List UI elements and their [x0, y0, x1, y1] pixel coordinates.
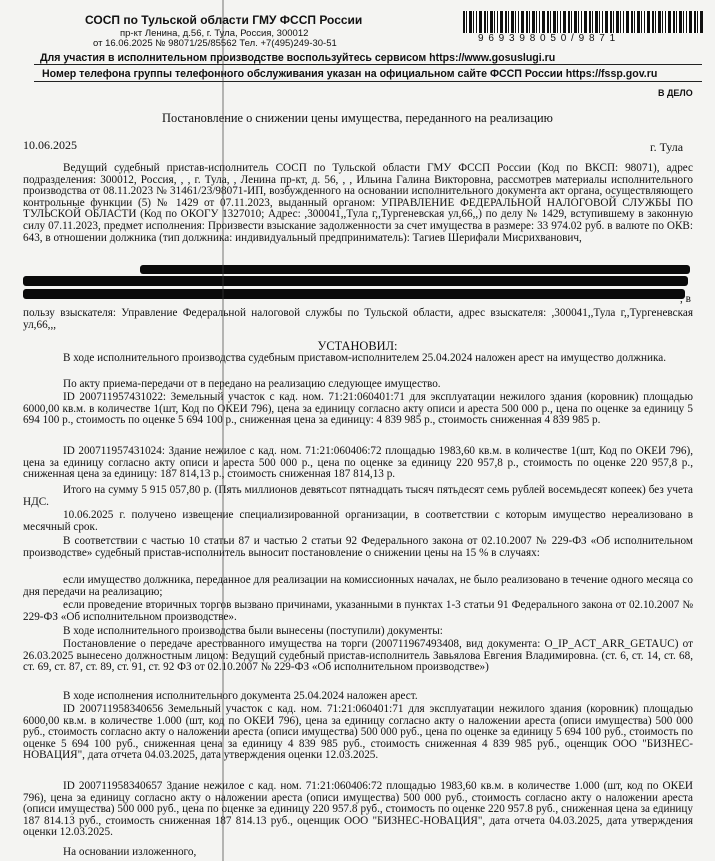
paragraph-total: Итого на сумму 5 915 057,80 р. (Пять миллионов девятьсот пятнадцать тысяч пятьдесят семь рублей восемьдесят копеек) без учета НДС. — [23, 484, 693, 508]
document-title: Постановление о снижении цены имущества, переданного на реализацию — [162, 111, 553, 125]
intro-paragraph: Ведущий судебный пристав-исполнитель СОСП по Тульской области ГМУ ФССП России (Код по ВКСП: 98071), адрес подразделения: 300012, Россия, , , г. Тула, , Ленина пр-кт, д. 56, , , Ильина Галина Викторовна, рассмотрев материалы исполнительного производства от 08.11.2023 № 31461/23/98071-ИП, возбужденного на основании исполнительного документа акт органа, осуществляющего контрольные функции (5) № 1429 от 07.11.2023, выданный органом: УПРАВЛЕНИЕ ФЕДЕРАЛЬНОЙ НАЛОГОВОЙ СЛУЖБЫ ПО ТУЛЬСКОЙ ОБЛАСТИ (Код по ОКОГУ 1327010; Адрес: ,300041,,Тула г,,Тургеневская ул,66,,) по делу № 1429, вступившему в законную силу 07.11.2023, предмет исполнения: Произвести взыскание задолженности за счет имущества в размере: 33 974.02 руб. в валюте по ОКВ: 643, в отношении должника (тип должника: индивидуальный предприниматель): Тагиев Шерифали Мисрихванович, — [23, 162, 693, 244]
header-divider-2 — [34, 81, 702, 82]
paragraph-case-1: если имущество должника, переданное для реализации на комиссионных началах, не было реализовано в течение одного месяца со дня передачи на реализацию; — [23, 574, 693, 598]
scan-fold-line — [222, 0, 224, 861]
paragraph-transfer: По акту приема-передачи от в передано на реализацию следующее имущество. — [63, 378, 441, 390]
gosuslugi-note: Для участия в исполнительном производстве воспользуйтесь сервисом https://www.gosuslugi.ru — [40, 52, 556, 64]
paragraph-conclusion: На основании изложенного, — [63, 846, 197, 858]
phone-note: Номер телефона группы телефонного обслуживания указан на официальном сайте ФССП России https://fssp.gov.ru — [42, 68, 658, 80]
paragraph-notice: 10.06.2025 г. получено извещение специализированной организации, в соответствии с которым имущество нереализовано в месячный срок. — [23, 509, 693, 533]
header-divider — [34, 64, 702, 65]
paragraph-arrest-2: В ходе исполнения исполнительного документа 25.04.2024 наложен арест. — [63, 690, 418, 702]
paragraph-building-2: ID 200711958340657 Здание нежилое с кад. ном. 71:21:060406:72 площадью 1983,60 кв.м. в количестве 1.000 (шт, код по ОКЕИ 796), цена за единицу согласно акту о наложении ареста (описи имущества) 500 000 руб., стоимость согласно акту о наложении ареста (описи имущества) 500 000 руб., цена по оценке за единицу 220 957.8 руб., стоимость по оценке 220 957.8 руб., сниженная цена за единицу 187 814.13 руб., стоимость сниженная 187 814.13 руб., оценщик ООО "БИЗНЕС-НОВАЦИЯ", дата отчета 04.03.2025, дата утверждения оценки 12.03.2025. — [23, 780, 693, 839]
stamp-v-delo: В ДЕЛО — [658, 88, 693, 98]
paragraph-land-plot-2: ID 200711958340656 Земельный участок с кад. ном. 71:21:060401:71 для эксплуатации нежилого здания (коровник) площадью 6000,00 кв.м. в количестве 1.000 (шт, код по ОКЕИ 796), цена за единицу согласно акту о наложении ареста (описи имущества) 500 000 руб., стоимость согласно акту о наложении ареста (описи имущества) 500 000 руб., цена по оценке за единицу 5 694 100 руб., стоимость по оценке 5 694 100 руб., сниженная цена за единицу 4 839 985 руб., стоимость сниженная 4 839 985 руб., оценщик ООО "БИЗНЕС-НОВАЦИЯ", дата отчета 04.03.2025, дата утверждения оценки 12.03.2025. — [23, 703, 693, 762]
paragraph-auction-order: Постановление о передаче арестованного имущества на торги (200711967493408, вид документа: O_IP_ACT_ARR_GETAUC) от 26.03.2025 вынесено должностным лицом: Ведущий судебный пристав-исполнитель Завьялова Евгения Владимировна. (ст. 6, ст. 14, ст. 68, ст. 69, ст. 87, ст. 89, ст. 91, ст. 92 ФЗ от 02.10.2007 № 229-ФЗ «Об исполнительном производстве») — [23, 638, 693, 674]
paragraph-arrest: В ходе исполнительного производства судебным приставом-исполнителем 25.04.2024 наложен арест на имущество должника. — [63, 352, 667, 364]
intro-tail: , в — [680, 293, 691, 305]
paragraph-case-2: если проведение вторичных торгов вызвано причинами, указанными в пунктах 1-3 статьи 91 Федерального закона от 02.10.2007 № 229-ФЗ «Об исполнительном производстве». — [23, 599, 693, 623]
claimant-paragraph: пользу взыскателя: Управление Федеральной налоговой службы по Тульской области, адрес взыскателя: ,300041,,Тула г,,Тургеневская ул,66,,, — [23, 307, 693, 331]
ustanovil-heading: УСТАНОВИЛ: — [317, 339, 398, 353]
org-name: СОСП по Тульской области ГМУ ФССП России — [85, 13, 363, 27]
org-address: пр-кт Ленина, д.56, г. Тула, Россия, 300012 — [120, 28, 309, 39]
redacted-line-3 — [23, 289, 685, 299]
paragraph-building: ID 200711957431024: Здание нежилое с кад. ном. 71:21:060406:72 площадью 1983,60 кв.м. в количестве 1(шт, Код по ОКЕИ 796), цена за единицу согласно акту описи и ареста 500 000 р., цена по оценке за единицу 220 957,8 р., стоимость по оценке 220 957,8 р., сниженная цена за единицу: 187 814,13 р., стоимость сниженная 187 814,13 р. — [23, 445, 693, 481]
redacted-line-2 — [23, 276, 688, 286]
paragraph-law-reference: В соответствии с частью 10 статьи 87 и частью 2 статьи 92 Федерального закона от 02.10.2007 № 229-ФЗ «Об исполнительном производстве» судебный пристав-исполнитель выносит постановление о снижении цены на 15 % в случаях: — [23, 535, 693, 559]
paragraph-documents: В ходе исполнительного производства были вынесены (поступили) документы: — [63, 625, 443, 637]
barcode — [463, 11, 703, 33]
document-city: г. Тула — [650, 140, 684, 154]
document-date: 10.06.2025 — [23, 138, 77, 152]
barcode-number: 9 6 9 3 9 8 0 5 0 / 9 8 7 1 — [478, 33, 617, 44]
paragraph-land-plot: ID 200711957431022: Земельный участок с кад. ном. 71:21:060401:71 для эксплуатации нежилого здания (коровник) площадью 6000,00 кв.м. в количестве 1(шт, Код по ОКЕИ 796), цена за единицу согласно акту описи и ареста 500 000 р., цена по оценке за единицу 5 694 100 р., стоимость по оценке 5 694 100 р., сниженная цена за единицу: 4 839 985 р., стоимость сниженная 4 839 985 р. — [23, 391, 693, 427]
document-reference: от 16.06.2025 № 98071/25/85562 Тел. +7(495)249-30-51 — [93, 38, 337, 49]
